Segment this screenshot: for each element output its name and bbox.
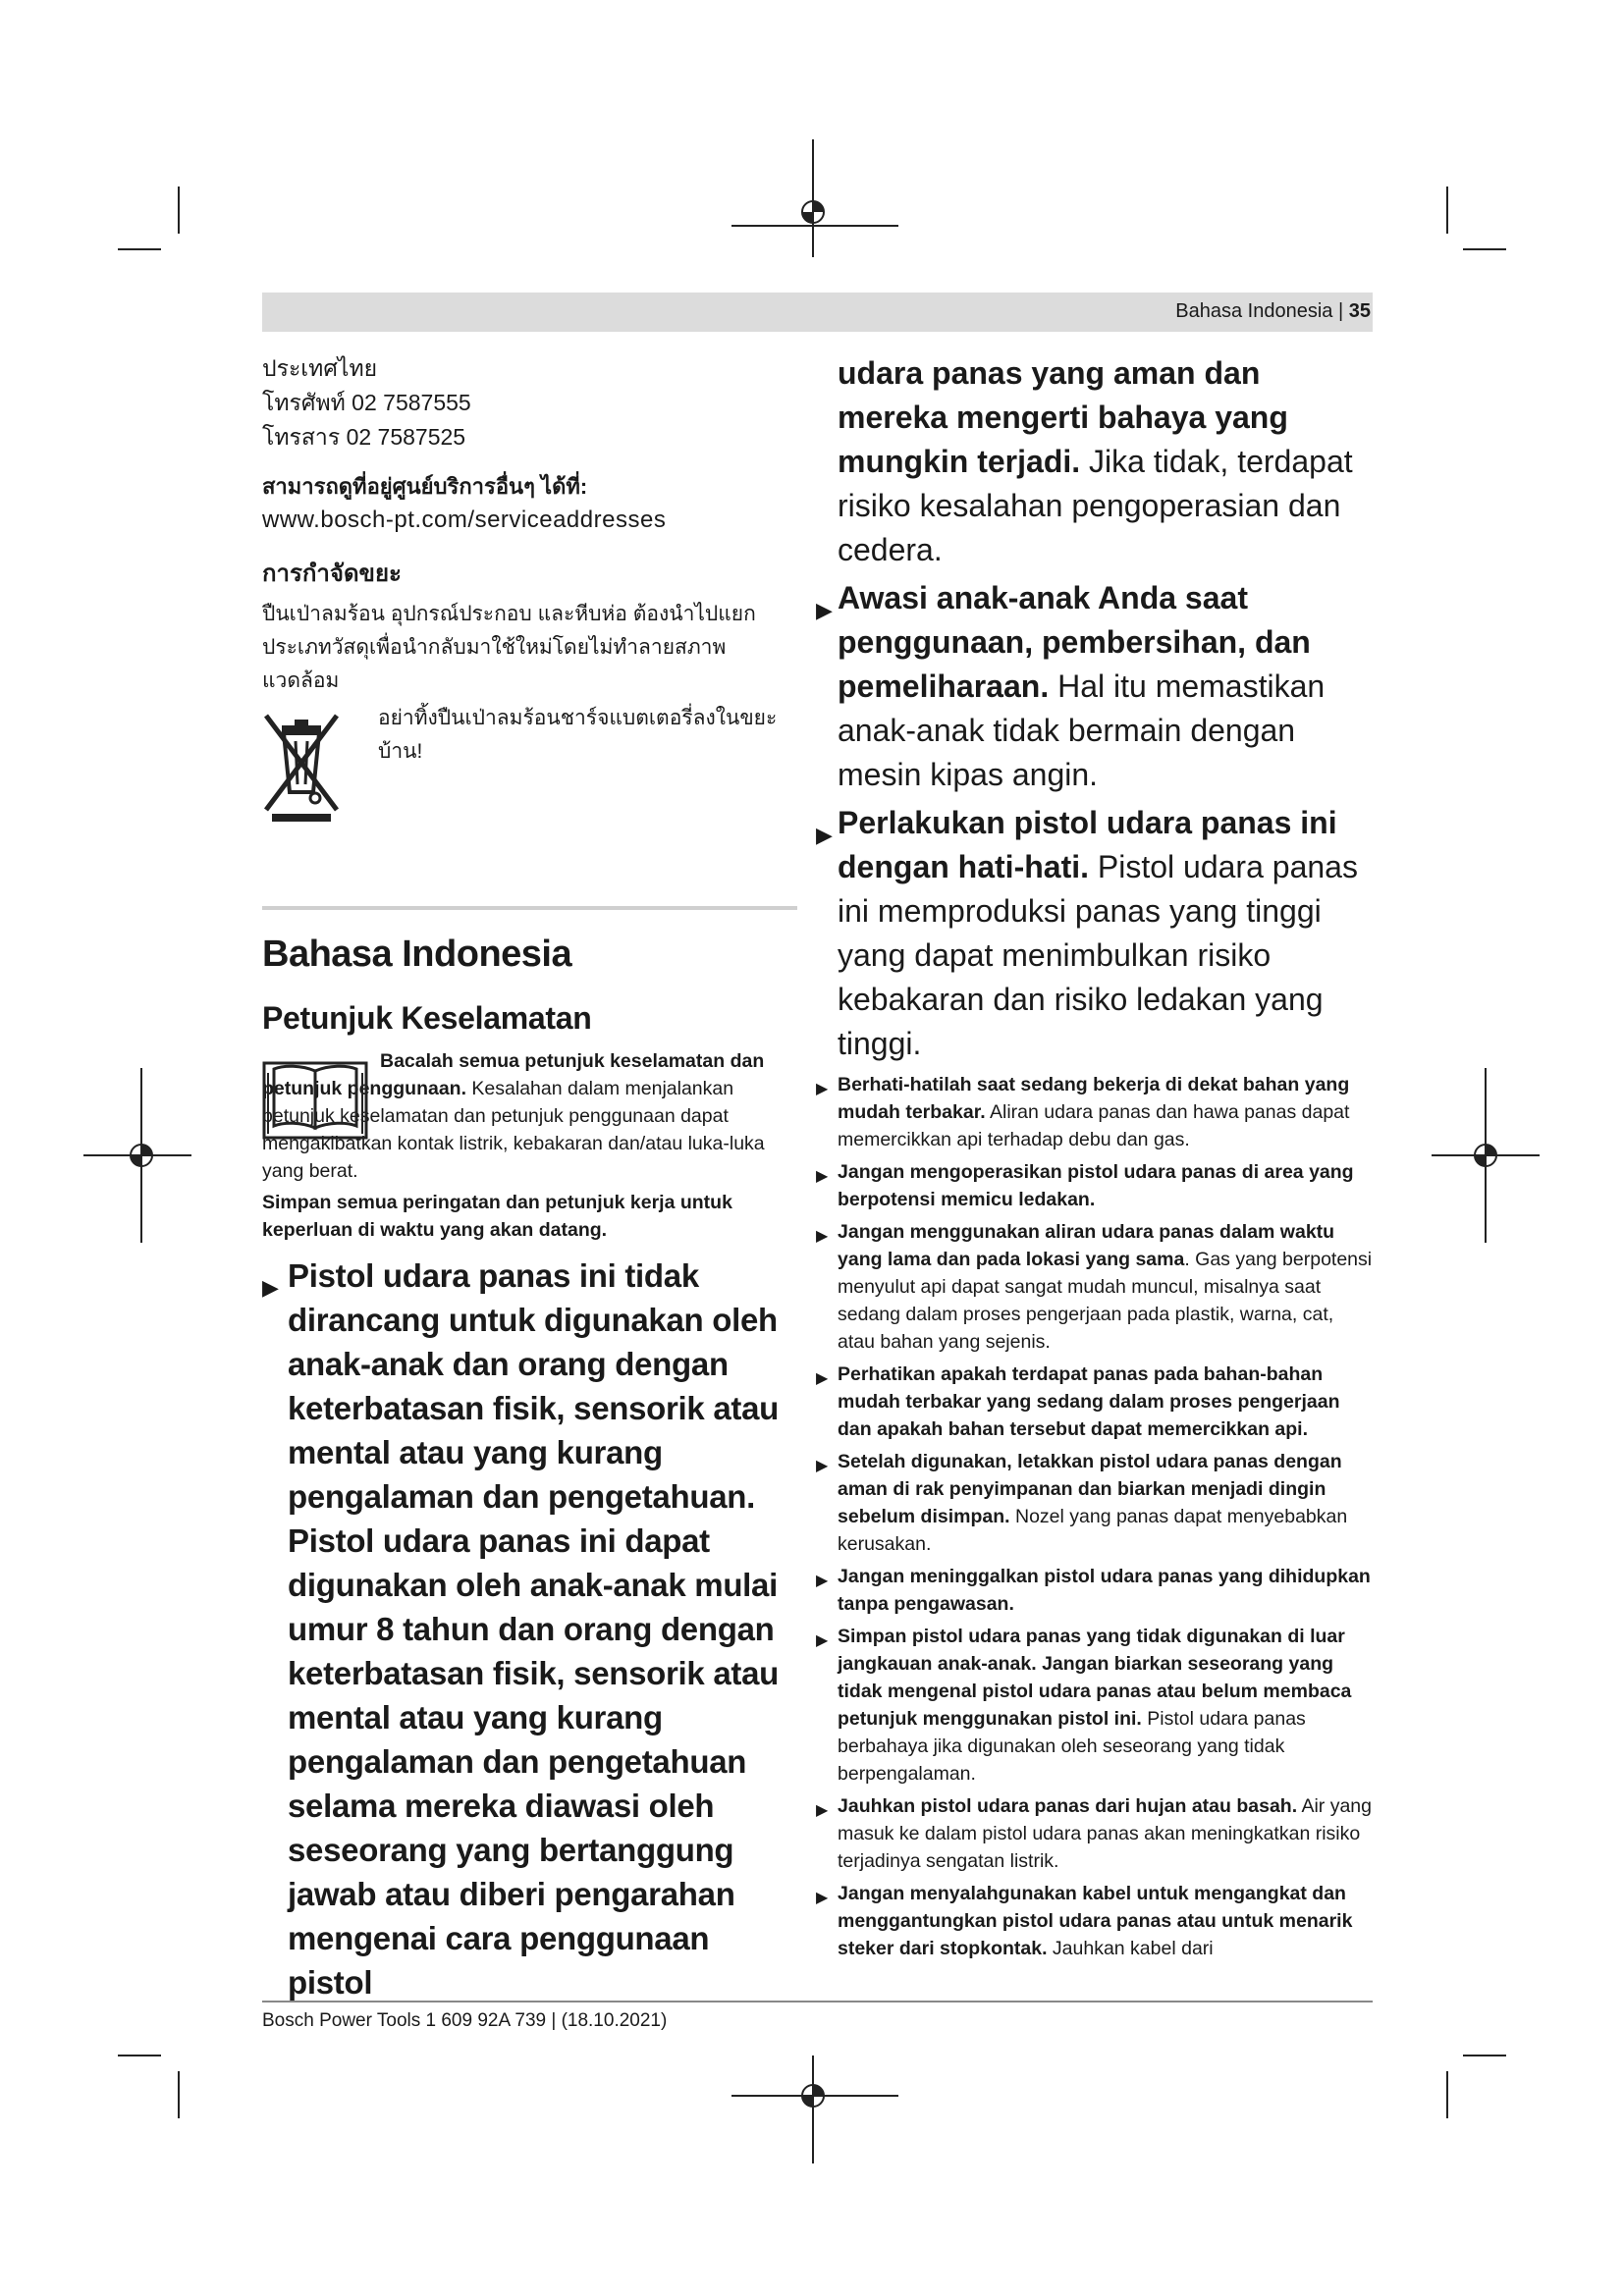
item-rest: Hal itu memastikan anak-anak tidak bermain dengan mesin kipas angin. — [838, 668, 1326, 792]
warning-item-children — [262, 1254, 797, 2004]
warning-item-small — [816, 1158, 1376, 1213]
disposal-paragraph: ปืนเป่าลมร้อน อุปกรณ์ประกอบ และหีบห่อ ต้องนำไปแยกประเภทวัสดุเพื่อนำกลับมาใช้ใหม่โดยไม่ทำลายสภาพแวดล้อม — [262, 603, 756, 692]
bullet-triangle-icon: ▶ — [816, 1573, 829, 1589]
item-rest: Pistol udara panas ini memproduksi panas yang tinggi yang dapat menimbulkan risiko kebakaran dan risiko ledakan yang tinggi. — [838, 849, 1358, 1061]
item-bold: Perlakukan pistol udara panas ini dengan hati-hati. — [838, 805, 1337, 884]
crossed-bin-icon — [262, 708, 341, 826]
item-bold: Perhatikan apakah terdapat panas pada bahan-bahan mudah terbakar yang sedang dalam proses pengerjaan dan apakah bahan tersebut dapat memercikkan api. — [838, 1363, 1340, 1440]
crop-mark — [178, 2071, 180, 2118]
registration-target-icon — [799, 2082, 827, 2109]
bullet-triangle-icon: ▶ — [816, 1802, 829, 1819]
item-bold: Jangan mengoperasikan pistol udara panas di area yang berpotensi memicu ledakan. — [838, 1161, 1354, 1210]
registration-target-icon — [128, 1142, 155, 1169]
footer-divider — [262, 2001, 1373, 2002]
read-instructions-rest: Kesalahan dalam menjalankan petunjuk keselamatan dan petunjuk penggunaan dapat mengakibatkan kontak listrik, kebakaran dan/atau luka-luka yang berat. — [262, 1078, 765, 1182]
item-rest: Aliran udara panas dan hawa panas dapat memercikkan api terhadap debu dan gas. — [838, 1101, 1350, 1150]
item-bold: Berhati-hatilah saat sedang bekerja di dekat bahan yang mudah terbakar. — [838, 1074, 1350, 1123]
item-bold: Jangan meninggalkan pistol udara panas yang dihidupkan tanpa pengawasan. — [838, 1566, 1371, 1615]
item-bold: Jangan menyalahgunakan kabel untuk mengangkat dan menggantungkan pistol udara panas atau untuk menarik steker dari stopkontak. — [838, 1883, 1353, 1959]
item-rest: Pistol udara panas berbahaya jika digunakan oleh seseorang yang tidak berpengalaman. — [838, 1708, 1306, 1785]
bullet-triangle-icon: ▶ — [816, 1370, 829, 1387]
warning-continuation — [838, 351, 1376, 572]
item-bold: Jauhkan pistol udara panas dari hujan atau basah. — [838, 1795, 1298, 1817]
item-bold: Jangan menggunakan aliran udara panas dalam waktu yang lama dan pada lokasi yang sama — [838, 1221, 1335, 1270]
bullet-triangle-icon: ▶ — [816, 1228, 829, 1245]
contact-phone: โทรศัพท์ 02 7587555 — [262, 390, 471, 415]
item-rest: . Gas yang berpotensi menyulut api dapat sangat mudah muncul, misalnya saat sedang dalam proses pengerjaan pada plastik, warna, cat, atau bahan yang sejenis. — [838, 1249, 1373, 1353]
item-bold: Simpan pistol udara panas yang tidak digunakan di luar jangkauan anak-anak. Jangan biarkan seseorang yang tidak mengenal pistol udara panas atau belum membaca petunjuk menggunakan pistol ini. — [838, 1626, 1352, 1730]
bullet-triangle-icon: ▶ — [262, 1275, 279, 1300]
warning-item-small — [816, 1448, 1376, 1558]
header-language: Bahasa Indonesia — [1175, 300, 1333, 322]
read-instructions-block — [262, 1047, 797, 1185]
warning-item-text: Pistol udara panas ini tidak dirancang untuk digunakan oleh anak-anak dan orang dengan keterbatasan fisik, sensorik atau mental atau yang kurang pengalaman dan pengetahuan. Pistol udara panas ini dapat digunakan oleh anak-anak mulai umur 8 tahun dan orang dengan keterbatasan fisik, sensorik atau mental atau yang kurang pengalaman dan pengetahuan selama mereka diawasi oleh seseorang yang bertanggung jawab atau diberi pengarahan mengenai cara penggunaan pistol — [288, 1257, 780, 2001]
weee-notice — [262, 702, 797, 828]
crop-mark — [178, 187, 180, 234]
bullet-triangle-icon: ▶ — [816, 1632, 829, 1649]
contact-country: ประเทศไทย — [262, 355, 378, 381]
warning-item-small — [816, 1792, 1376, 1875]
warning-item-small — [816, 1361, 1376, 1443]
disposal-heading: การกำจัดขยะ — [262, 561, 402, 587]
bullet-triangle-icon: ▶ — [816, 823, 833, 847]
open-book-icon — [262, 1057, 368, 1142]
store-instructions: Simpan semua peringatan dan petunjuk kerja untuk keperluan di waktu yang akan datang. — [262, 1192, 732, 1241]
item-bold: Awasi anak-anak Anda saat penggunaan, pembersihan, dan pemeliharaan. — [838, 580, 1311, 704]
item-bold: Setelah digunakan, letakkan pistol udara panas dengan aman di rak penyimpanan dan biarkan menjadi dingin sebelum disimpan. — [838, 1451, 1342, 1527]
registration-target-icon — [799, 198, 827, 226]
bullet-triangle-icon: ▶ — [816, 1890, 829, 1906]
item-rest: Nozel yang panas dapat menyebabkan kerusakan. — [838, 1506, 1348, 1555]
page-number: 35 — [1348, 300, 1371, 322]
bullet-triangle-icon: ▶ — [816, 1168, 829, 1185]
continuation-bold: udara panas yang aman dan mereka mengerti bahaya yang mungkin terjadi. — [838, 355, 1288, 479]
item-rest: Jauhkan kabel dari — [1047, 1938, 1214, 1959]
crop-mark — [1446, 2071, 1448, 2118]
section-title: Bahasa Indonesia — [262, 934, 572, 975]
footer-text: Bosch Power Tools 1 609 92A 739 | (18.10.2021) — [262, 2010, 668, 2031]
warning-item-careful — [816, 801, 1376, 1066]
service-url: www.bosch-pt.com/serviceaddresses — [262, 507, 667, 533]
weee-text: อย่าทิ้งปืนเป่าลมร้อนชาร์จแบตเตอรี่ลงในขยะบ้าน! — [378, 707, 778, 763]
header-separator: | — [1332, 300, 1349, 322]
read-instructions-bold: Bacalah semua petunjuk keselamatan dan petunjuk penggunaan. — [262, 1050, 765, 1099]
section-subtitle: Petunjuk Keselamatan — [262, 1000, 592, 1036]
warning-item-small — [816, 1563, 1376, 1618]
other-centers-label: สามารถดูที่อยู่ศูนย์บริการอื่นๆ ได้ที่: — [262, 474, 588, 499]
continuation-rest: Jika tidak, terdapat risiko kesalahan pengoperasian dan cedera. — [838, 444, 1353, 567]
warning-item-supervise — [816, 576, 1376, 797]
crop-mark — [1463, 2055, 1506, 2056]
warning-item-small — [816, 1623, 1376, 1788]
registration-target-icon — [1472, 1142, 1499, 1169]
warning-item-small — [816, 1880, 1376, 1962]
bullet-triangle-icon: ▶ — [816, 598, 833, 622]
registration-line — [812, 2056, 814, 2163]
section-divider — [262, 906, 797, 910]
crop-mark — [118, 248, 161, 250]
warning-item-small — [816, 1071, 1376, 1153]
crop-mark — [1446, 187, 1448, 234]
running-header — [1175, 300, 1371, 323]
item-rest: Air yang masuk ke dalam pistol udara panas akan meningkatkan risiko terjadinya sengatan listrik. — [838, 1795, 1373, 1872]
right-column — [816, 351, 1376, 1962]
contact-fax: โทรสาร 02 7587525 — [262, 424, 466, 450]
bullet-triangle-icon: ▶ — [816, 1081, 829, 1097]
warning-item-small — [816, 1218, 1376, 1356]
crop-mark — [1463, 248, 1506, 250]
left-column — [262, 351, 797, 2004]
bullet-triangle-icon: ▶ — [816, 1458, 829, 1474]
crop-mark — [118, 2055, 161, 2056]
